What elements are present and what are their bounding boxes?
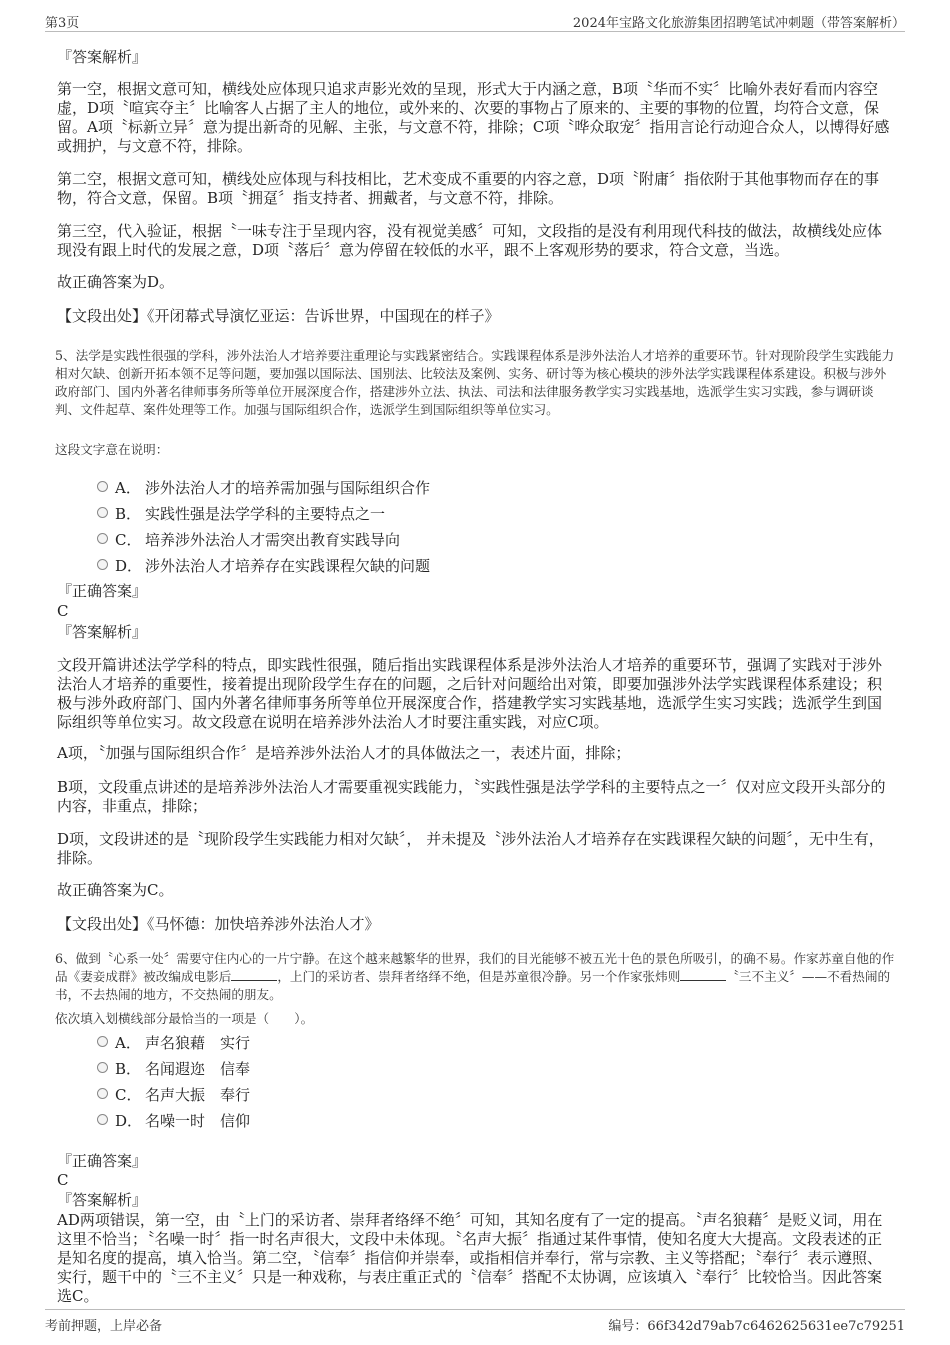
q5-analysis-paragraph-3: B项，文段重点讲述的是培养涉外法治人才需要重视实践能力，〝实践性强是法学学科的主要特点之一〞仅对应文段开头部分的内容，非重点，排除； bbox=[57, 778, 886, 815]
q4-analysis-paragraph-2: 第二空，根据文意可知，横线处应体现与科技相比，艺术变成不重要的内容之意，D项〝附庸〞指依附于其他事物而存在的事物，符合文意，保留。B项〝拥趸〞指支持者、拥戴者，与文意不符，排除。 bbox=[57, 170, 880, 207]
radio-icon[interactable] bbox=[97, 481, 108, 492]
radio-icon[interactable] bbox=[97, 1114, 108, 1125]
q4-analysis-paragraph-3: 第三空，代入验证，根据〝一味专注于呈现内容，没有视觉美感〞可知，文段指的是没有利用现代科技的做法，故横线处应体现没有跟上时代的发展之意，D项〝落后〞意为停留在较低的水平，跟不上客观形势的要求，符合文意，当选。 bbox=[57, 222, 883, 259]
page-header bbox=[45, 10, 905, 32]
radio-icon[interactable] bbox=[97, 533, 108, 544]
radio-icon[interactable] bbox=[97, 1062, 108, 1073]
q5-answer: C bbox=[57, 602, 69, 620]
q5-source: 【文段出处】《马怀德：加快培养涉外法治人才》 bbox=[57, 915, 380, 933]
q6-answer-label: 『正确答案』 bbox=[57, 1152, 148, 1170]
q6-analysis-paragraph: AD两项错误，第一空，由〝上门的采访者、崇拜者络绎不绝〞可知，其知名度有了一定的提高。〝声名狼藉〞是贬义词，用在这里不恰当；〝名噪一时〞指一时名声很大，文段中未体现。〝名声大振〞指通过某件事情，使知名度大大提高。文段表述的正是知名度的提高，填入恰当。第二空，〝信奉〞指信仰并崇奉，或指相信并奉行，常与宗教、主义等搭配；〝奉行〞表示遵照、实行，题干中的〝三不主义〞只是一种戏称，与表庄重正式的〝信奉〞搭配不太协调，应该填入〝奉行〞比较恰当。因此答案选C。 bbox=[57, 1211, 883, 1305]
radio-icon[interactable] bbox=[97, 1088, 108, 1099]
q5-analysis-paragraph-4: D项，文段讲述的是〝现阶段学生实践能力相对欠缺〞， 并未提及〝涉外法治人才培养存在实践课程欠缺的问题〞，无中生有，排除。 bbox=[57, 830, 884, 867]
option-text: 声名狼藉 实行 bbox=[145, 1034, 251, 1052]
option-text: 名闻遐迩 信奉 bbox=[145, 1060, 251, 1078]
q5-analysis-paragraph-2: A项，〝加强与国际组织合作〞是培养涉外法治人才的具体做法之一，表述片面，排除； bbox=[57, 744, 631, 762]
radio-icon[interactable] bbox=[97, 559, 108, 570]
footer-slogan: 考前押题，上岸必备 bbox=[45, 1319, 163, 1334]
document-code bbox=[608, 1315, 905, 1334]
document-title: 2024年宝路文化旅游集团招聘笔试冲刺题（带答案解析） bbox=[572, 16, 905, 31]
q6-question: 依次填入划横线部分最恰当的一项是（ ）。 bbox=[55, 1011, 314, 1026]
q5-analysis-paragraph-1: 文段开篇讲述法学学科的特点，即实践性很强，随后指出实践课程体系是涉外法治人才培养的重要环节，强调了实践对于涉外法治人才培养的重要性，接着提出现阶段学生存在的问题，之后针对问题给出对策，即要加强涉外法学实践课程体系建设；积极与涉外政府部门、国内外著名律师事务所等单位开展深度合作，搭建教学实习实践基地，选派学生实习实践；选派学生到国际组织等单位实习。故文段意在说明在培养涉外法治人才时要注重实践，对应C项。 bbox=[57, 656, 883, 731]
q4-analysis-paragraph-1: 第一空，根据文意可知，横线处应体现只追求声影光效的呈现，形式大于内涵之意，B项〝华而不实〞比喻外表好看而内容空虚，D项〝喧宾夺主〞比喻客人占据了主人的地位，或外来的、次要的事物占了原来的、主要的事物的位置，均符合文意，保留。A项〝标新立异〞意为提出新奇的见解、主张，与文意不符，排除；C项〝哗众取宠〞指用言论行动迎合众人，以博得好感或拥护，与文意不符，排除。 bbox=[57, 80, 890, 155]
option-label: D． bbox=[115, 557, 143, 575]
page-footer bbox=[45, 1309, 905, 1333]
code-label: 编号： bbox=[608, 1319, 648, 1334]
option-text: 涉外法治人才培养存在实践课程欠缺的问题 bbox=[145, 557, 431, 575]
option-label: A． bbox=[115, 1034, 141, 1052]
q4-source: 【文段出处】《开闭幕式导演忆亚运：告诉世界，中国现在的样子》 bbox=[57, 307, 500, 325]
option-text: 名声大振 奉行 bbox=[145, 1086, 251, 1104]
option-text: 实践性强是法学学科的主要特点之一 bbox=[145, 505, 386, 523]
q5-analysis-label: 『答案解析』 bbox=[57, 623, 148, 641]
fill-blank-2 bbox=[680, 969, 726, 981]
q5-conclusion: 故正确答案为C。 bbox=[57, 881, 174, 899]
q6-stem-part-3: 〝三不主义〞——不看热闹的书，不去热闹的地方，不交热闹的朋友。 bbox=[55, 969, 891, 1002]
q4-conclusion: 故正确答案为D。 bbox=[57, 273, 175, 291]
q5-stem: 5、法学是实践性很强的学科，涉外法治人才培养要注重理论与实践紧密结合。实践课程体系是涉外法治人才培养的重要环节。针对现阶段学生实践能力相对欠缺、创新开拓本领不足等问题，要加强以国际法、国别法、比较法及案例、实务、研讨等为核心模块的涉外法学实践课程体系建设。积极与涉外政府部门、国内外著名律师事务所等单位开展深度合作，搭建涉外立法、执法、司法和法律服务教学实习实践基地，选派学生实习实践，参与调研谈判、文件起草、案件处理等工作。加强与国际组织合作，选派学生到国际组织等单位实习。 bbox=[55, 348, 895, 417]
page-number: 第3页 bbox=[45, 16, 80, 31]
option-text: 培养涉外法治人才需突出教育实践导向 bbox=[145, 531, 401, 549]
option-label: C． bbox=[115, 1086, 142, 1104]
q5-question: 这段文字意在说明： bbox=[55, 442, 169, 457]
q6-analysis-label: 『答案解析』 bbox=[57, 1191, 148, 1209]
code-value: 66f342d79ab7c6462625631ee7c79251 bbox=[647, 1319, 905, 1334]
q6-stem bbox=[55, 950, 897, 1004]
q5-answer-label: 『正确答案』 bbox=[57, 582, 148, 600]
q4-analysis-label: 『答案解析』 bbox=[57, 48, 148, 66]
radio-icon[interactable] bbox=[97, 1036, 108, 1047]
option-label: C． bbox=[115, 531, 142, 549]
option-text: 涉外法治人才的培养需加强与国际组织合作 bbox=[145, 479, 431, 497]
option-label: B． bbox=[115, 505, 142, 523]
radio-icon[interactable] bbox=[97, 507, 108, 518]
option-text: 名噪一时 信仰 bbox=[145, 1112, 251, 1130]
option-label: D． bbox=[115, 1112, 143, 1130]
q6-stem-part-2: ，上门的采访者、崇拜者络绎不绝，但是苏童很冷静。另一个作家张炜则 bbox=[277, 969, 681, 984]
option-label: B． bbox=[115, 1060, 142, 1078]
q6-stem-part-1: 6、做到〝心系一处〞需要守住内心的一片宁静。在这个越来越繁华的世界，我们的目光能够不被五光十色的景色所吸引，的确不易。作家苏童自他的作品《妻妾成群》被改编成电影后 bbox=[55, 951, 895, 984]
option-label: A． bbox=[115, 479, 141, 497]
q6-answer: C bbox=[57, 1171, 69, 1189]
fill-blank-1 bbox=[231, 969, 277, 981]
